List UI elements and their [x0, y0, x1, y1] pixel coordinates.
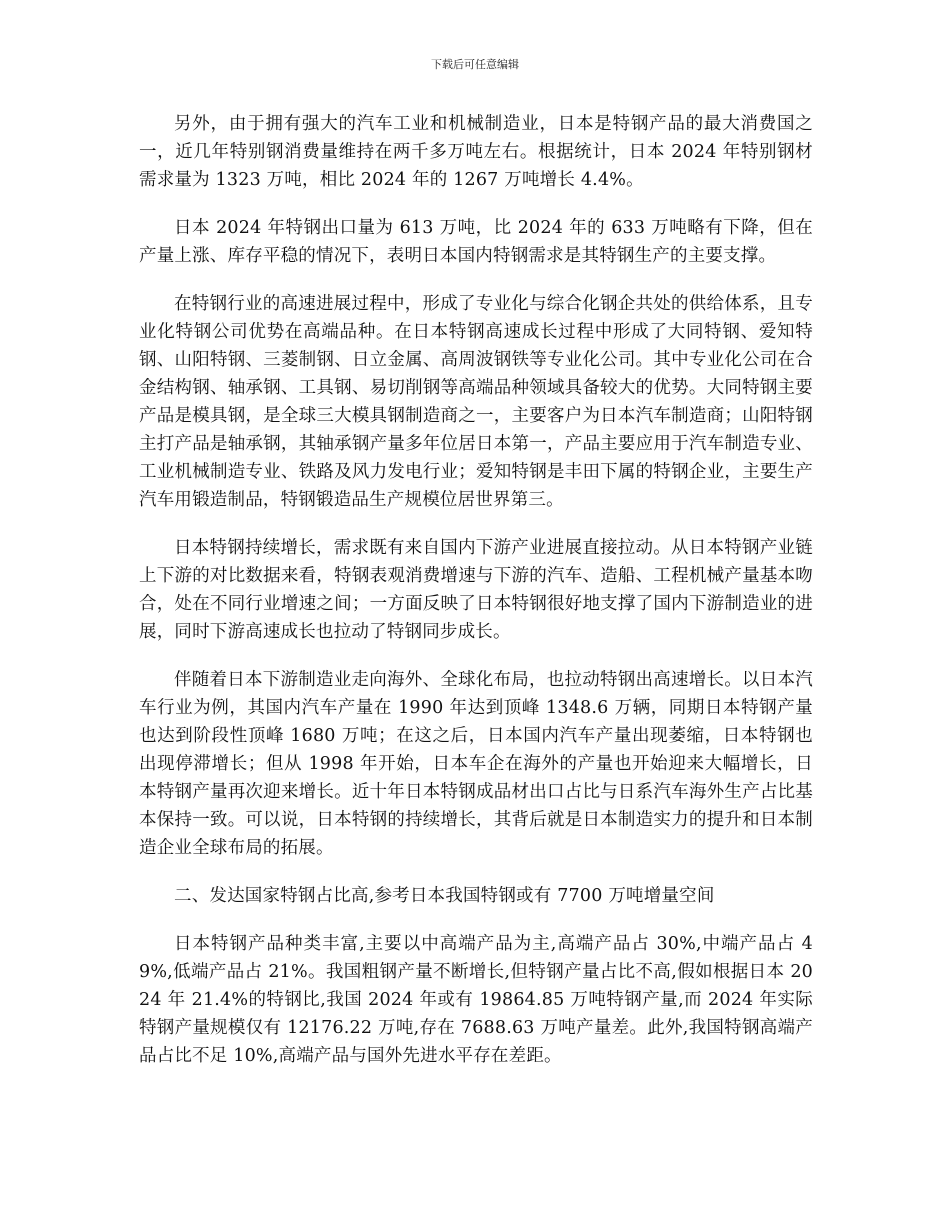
page-header-note: 下载后可任意编辑 [431, 58, 519, 71]
section-heading: 二、发达国家特钢占比高,参考日本我国特钢或有 7700 万吨增量空间 [174, 886, 715, 906]
paragraph-globalization: 伴随着日本下游制造业走向海外、全球化布局，也拉动特钢出高速增长。以日本汽车行业为例，其国内汽车产量在 1990 年达到顶峰 1348.6 万辆，同期日本特钢产量也达到阶段性顶峰 1680 万吨；在这之后，日本国内汽车产量出现萎缩，日本特钢也出现停滞增长；但从 1998 年开始，日本车企在海外的产量也开始迎来大幅增长，日本特钢产量再次迎来增长。近十年日本特钢成品材出口占比与日系汽车海外生产占比基本保持一致。可以说，日本特钢的持续增长，其背后就是日本制造实力的提升和日本制造企业全球布局的拓展。 [139, 670, 813, 858]
paragraph-supply-system: 在特钢行业的高速进展过程中，形成了专业化与综合化钢企共处的供给体系，且专业化特钢公司优势在高端品种。在日本特钢高速成长过程中形成了大同特钢、爱知特钢、山阳特钢、三菱制钢、日立金属、高周波钢铁等专业化公司。其中专业化公司在合金结构钢、轴承钢、工具钢、易切削钢等高端品种领域具备较大的优势。大同特钢主要产品是模具钢，是全球三大模具钢制造商之一，主要客户为日本汽车制造商；山阳特钢主打产品是轴承钢，其轴承钢产量多年位居日本第一，产品主要应用于汽车制造专业、工业机械制造专业、铁路及风力发电行业；爱知特钢是丰田下属的特钢企业，主要生产汽车用锻造制品，特钢锻造品生产规模位居世界第三。 [139, 294, 813, 510]
paragraph-consumption: 另外，由于拥有强大的汽车工业和机械制造业，日本是特钢产品的最大消费国之一，近几年特别钢消费量维持在两千多万吨左右。根据统计，日本 2024 年特别钢材需求量为 1323 万吨，相比 2024 年的 1267 万吨增长 4.4%。 [139, 114, 813, 190]
paragraph-downstream-demand: 日本特钢持续增长，需求既有来自国内下游产业进展直接拉动。从日本特钢产业链上下游的对比数据来看，特钢表观消费增速与下游的汽车、造船、工程机械产量基本吻合，处在不同行业增速之间；一方面反映了日本特钢很好地支撑了国内下游制造业的进展，同时下游高速成长也拉动了特钢同步成长。 [139, 538, 813, 642]
document-body [139, 110, 813, 1090]
paragraph-product-mix: 日本特钢产品种类丰富,主要以中高端产品为主,高端产品占 30%,中端产品占 49%,低端产品占 21%。我国粗钢产量不断增长,但特钢产量占比不高,假如根据日本 2024 年 21.4%的特钢比,我国 2024 年或有 19864.85 万吨特钢产量,而 2024 年实际特钢产量规模仅有 12176.22 万吨,存在 7688.63 万吨产量差。此外,我国特钢高端产品占比不足 10%,高端产品与国外先进水平存在差距。 [139, 934, 813, 1066]
paragraph-exports: 日本 2024 年特钢出口量为 613 万吨，比 2024 年的 633 万吨略有下降，但在产量上涨、库存平稳的情况下，表明日本国内特钢需求是其特钢生产的主要支撑。 [139, 218, 813, 266]
